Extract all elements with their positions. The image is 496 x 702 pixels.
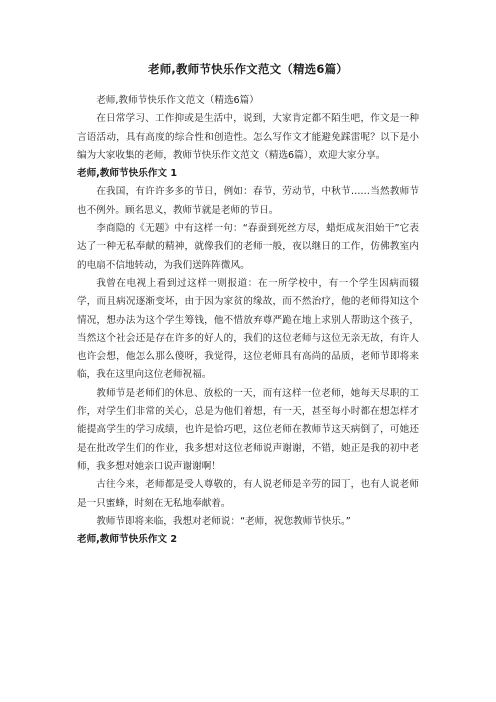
body-paragraph: 古往今来，老师都是受人尊敬的，有人说老师是辛劳的园丁，也有人说老师是一只蜜蜂，时刻在无私地奉献着。 bbox=[77, 479, 419, 509]
document-title: 老师,教师节快乐作文范文（精选6篇） bbox=[148, 62, 348, 76]
section-heading: 老师,教师节快乐作文 1 bbox=[77, 168, 178, 180]
document-page bbox=[77, 60, 419, 549]
body-paragraph: 在我国，有许许多多的节日，例如：春节，劳动节，中秋节……当然教师节也不例外。顾名思义，教师节就是老师的节日。 bbox=[77, 186, 419, 216]
body-paragraph: 教师节是老师们的休息、放松的一天，而有这样一位老师，她每天尽职的工作，对学生们非常的关心，总是为他们着想，有一天，甚至每小时都在想怎样才能提高学生的学习成绩，也许是恰巧吧，这位老师在教师节这天病倒了，可她还是在批改学生们的作业，我多想对这位老师说声谢谢，不错，她正是我的初中老师，我多想对她亲口说声谢谢啊！ bbox=[77, 387, 419, 472]
body-paragraph: 李商隐的《无题》中有这样一句：“春蚕到死丝方尽，蜡炬成灰泪始干”它表达了一种无私奉献的精神，就像我们的老师一般，夜以继日的工作，仿佛教室内的电扇不信地转动，为我们送阵阵微风。 bbox=[77, 223, 419, 271]
body-paragraph: 我曾在电视上看到过这样一则报道：在一所学校中，有一个学生因病而辍学，而且病况逐渐变坏，由于因为家贫的缘故，而不然治疗，他的老师得知这个情况，想办法为这个学生筹钱，他不惜放弃尊严跪在地上求别人帮助这个孩子，当然这个社会还是存在许多的好人的，我们的这位老师与这位无亲无故，有许人也许会想，他怎么那么傻呀，我觉得，这位老师具有高尚的品质，老师节即将来临，我在这里向这位老师祝福。 bbox=[77, 277, 419, 381]
intro-paragraph: 老师,教师节快乐作文范文（精选6篇） bbox=[96, 95, 259, 106]
intro-paragraph: 在日常学习、工作抑或是生活中，说到，大家肯定都不陌生吧，作文是一种言语活动，具有高度的综合性和创造性。怎么写作文才能避免踩雷呢？以下是小编为大家收集的老师，教师节快乐作文范文（精选6篇），欢迎大家分享。 bbox=[77, 113, 419, 161]
section-heading: 老师,教师节快乐作文 2 bbox=[77, 534, 178, 546]
body-paragraph: 教师节即将来临，我想对老师说：“老师，祝您教师节快乐。” bbox=[96, 515, 351, 527]
